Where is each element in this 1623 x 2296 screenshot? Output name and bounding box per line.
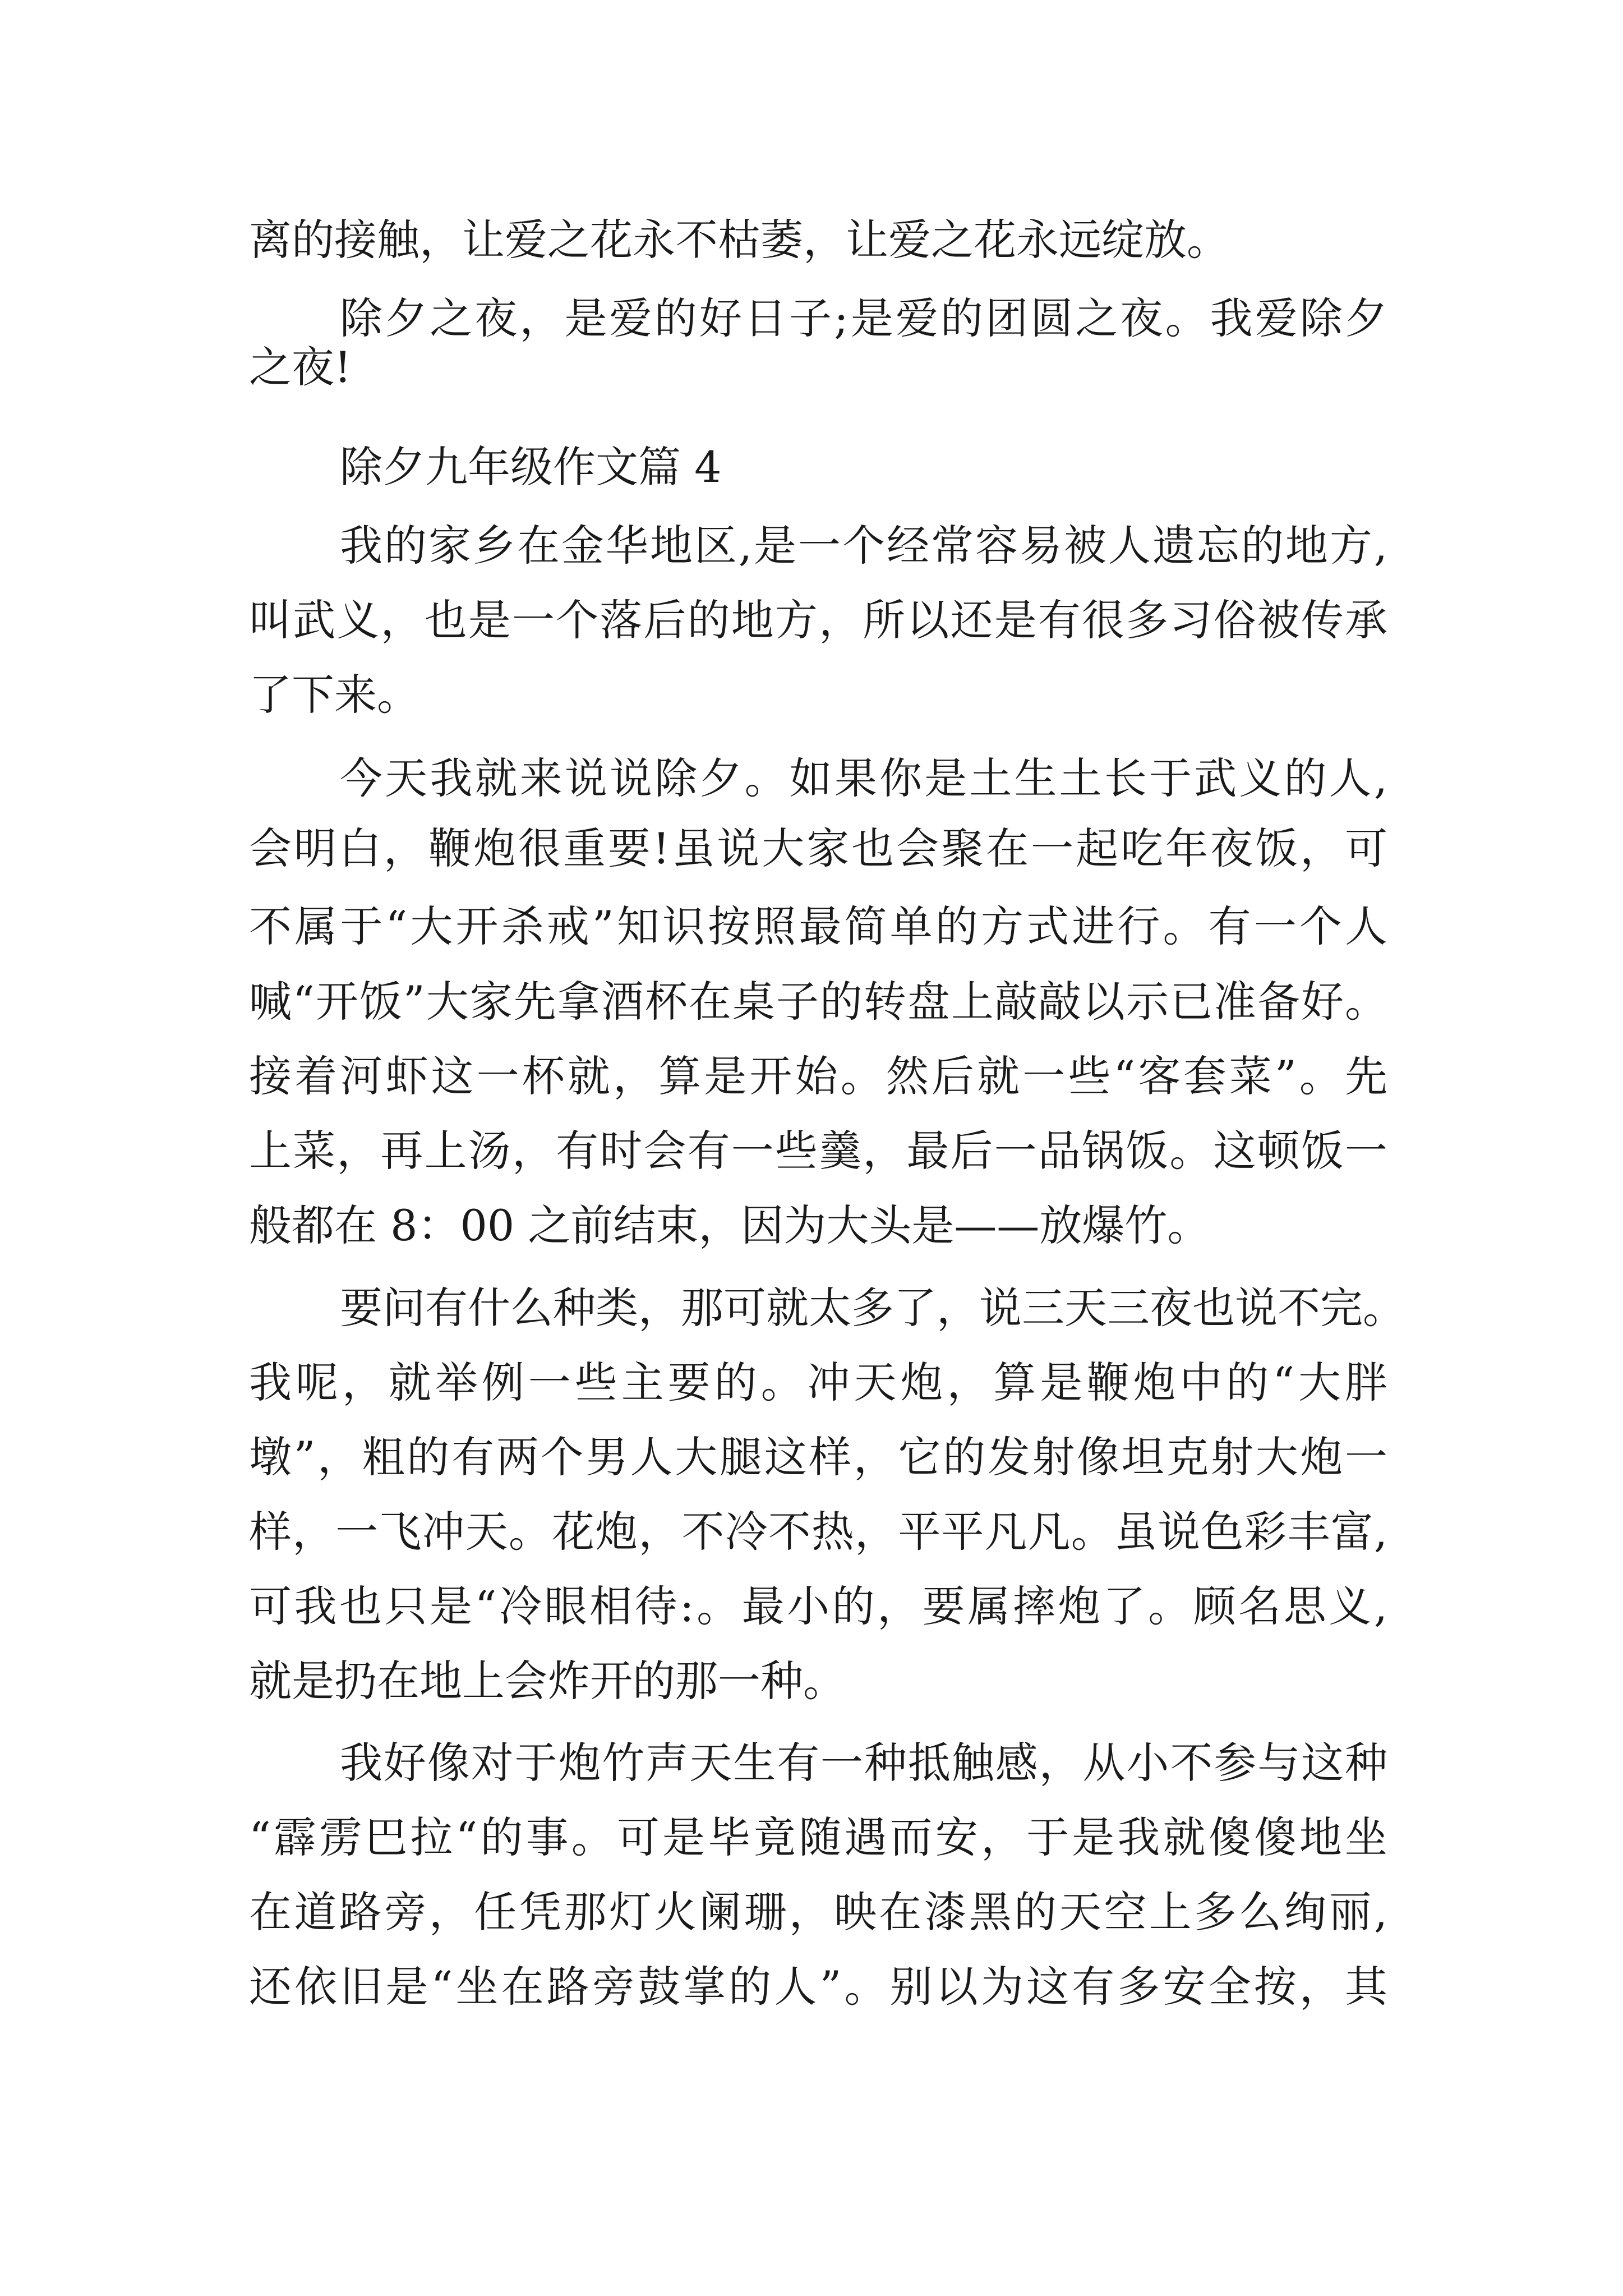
text-line: 墩”，粗的有两个男人大腿这样，它的发射像坦克射大炮一 [249, 1432, 1387, 1482]
text-line: 我呢，就举例一些主要的。冲天炮，算是鞭炮中的“大胖 [249, 1358, 1387, 1407]
text-line: 要问有什么种类，那可就太多了，说三天三夜也说不完。 [340, 1283, 1405, 1333]
text-line: 上菜，再上汤，有时会有一些羹，最后一品锅饭。这顿饭一 [249, 1126, 1387, 1176]
text-line: 了下来。 [249, 670, 419, 720]
text-line: 离的接触，让爱之花永不枯萎，让爱之花永远绽放。 [249, 215, 1229, 265]
text-line: 会明白，鞭炮很重要!虽说大家也会聚在一起吃年夜饭，可 [249, 823, 1387, 873]
text-line: 我的家乡在金华地区,是一个经常容易被人遗忘的地方, [340, 521, 1387, 570]
text-line: 可我也只是“冷眼相待:。最小的，要属摔炮了。顾名思义, [249, 1581, 1387, 1631]
text-line: 不属于“大开杀戒”知识按照最简单的方式进行。有一个人 [249, 901, 1387, 951]
text-line: 之夜! [249, 342, 352, 392]
text-line: 叫武义，也是一个落后的地方，所以还是有很多习俗被传承 [249, 595, 1387, 645]
text-line: 我好像对于炮竹声天生有一种抵触感，从小不参与这种 [340, 1738, 1387, 1788]
text-line: 就是扔在地上会炸开的那一种。 [249, 1656, 846, 1706]
text-line: 在道路旁，任凭那灯火阑珊，映在漆黑的天空上多么绚丽, [249, 1887, 1387, 1937]
text-line: 般都在 8：00 之前结束，因为大头是——放爆竹。 [249, 1200, 1210, 1250]
text-line: “霹雳巴拉“的事。可是毕竟随遇而安，于是我就傻傻地坐 [249, 1812, 1387, 1862]
text-line: 还依旧是“坐在路旁鼓掌的人”。别以为这有多安全按，其 [249, 1962, 1387, 2012]
text-line: 今天我就来说说除夕。如果你是土生土长于武义的人, [340, 753, 1387, 803]
section-heading: 除夕九年级作文篇 4 [340, 442, 722, 492]
text-line: 除夕之夜，是爱的好日子;是爱的团圆之夜。我爱除夕 [340, 293, 1387, 343]
text-line: 接着河虾这一杯就，算是开始。然后就一些“客套菜”。先 [249, 1051, 1387, 1101]
text-line: 喊“开饭”大家先拿酒杯在桌子的转盘上敲敲以示已准备好。 [249, 977, 1387, 1027]
text-line: 样，一飞冲天。花炮，不冷不热，平平凡凡。虽说色彩丰富, [249, 1507, 1387, 1557]
